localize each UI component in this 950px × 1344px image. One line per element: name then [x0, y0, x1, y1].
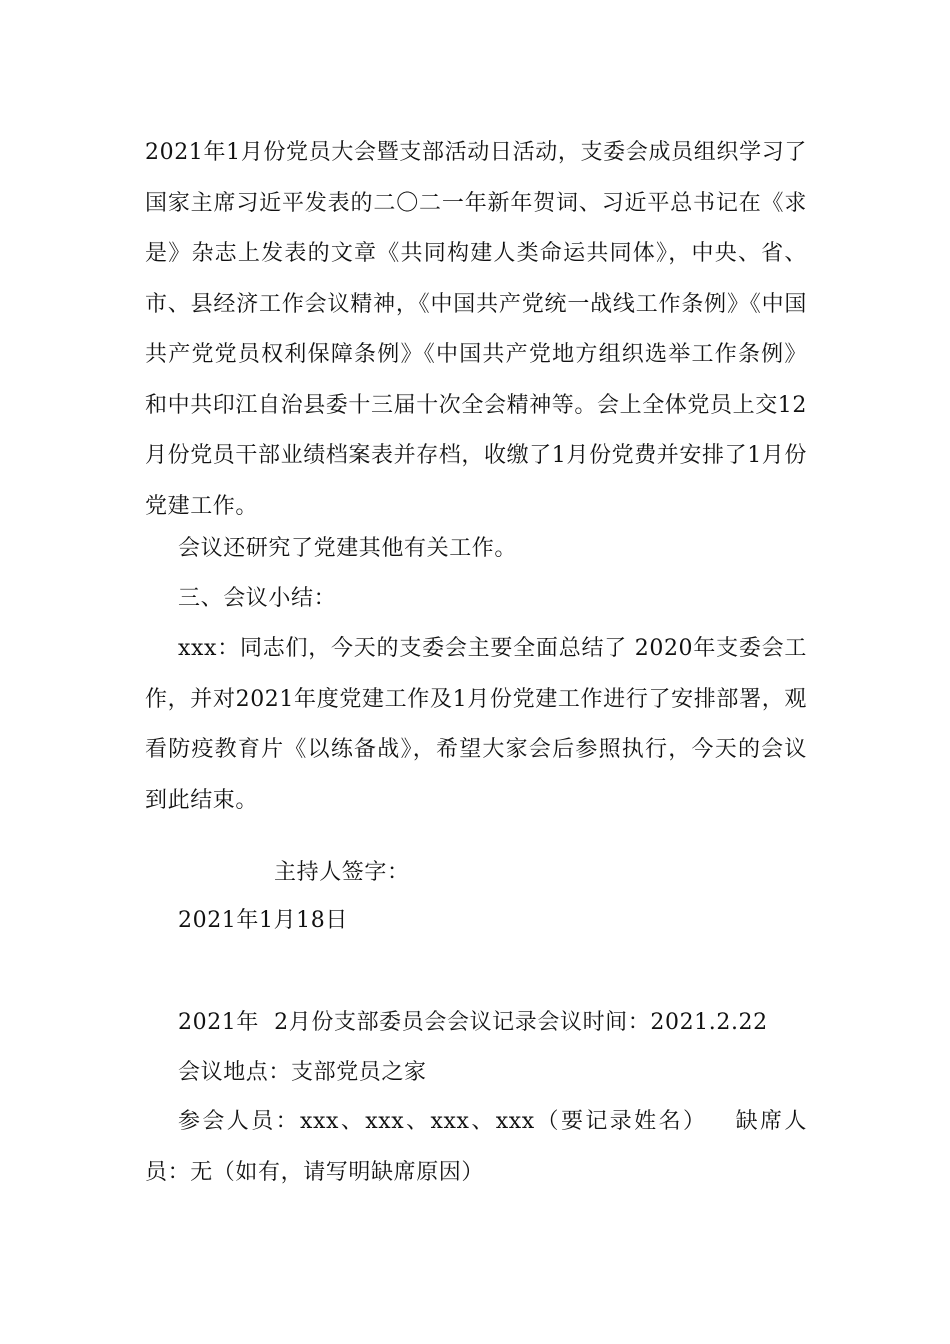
- paragraph-other-work: 会议还研究了党建其他有关工作。: [178, 536, 518, 561]
- paragraph-activity: 2021年1月份党员大会暨支部活动日活动，支委会成员组织学习了国家主席习近平发表的二〇二一年新年贺词、习近平总书记在《求是》杂志上发表的文章《共同构建人类命运共同体》，中央、省、市、县经济工作会议精神，《中国共产党统一战线工作条例》《中国共产党党员权利保障条例》《中国共产党地方组织选举工作条例》和中共印江自治县委十三届十次全会精神等。会上全体党员上交12月份党员干部业绩档案表并存档，收缴了1月份党费并安排了1月份党建工作。: [145, 140, 807, 519]
- meeting-location: 会议地点：支部党员之家: [178, 1060, 427, 1085]
- paragraph-summary: xxx：同志们，今天的支委会主要全面总结了 2020年支委会工作，并对2021年度党建工作及1月份党建工作进行了安排部署，观看防疫教育片《以练备战》，希望大家会后参照执行，今天的会议到此结束。: [145, 636, 807, 813]
- meeting-date: 2021年1月18日: [178, 908, 348, 933]
- heading-meeting-summary: 三、会议小结：: [178, 586, 337, 611]
- next-record-title: 2021年 2月份支部委员会会议记录会议时间：2021.2.22: [178, 1010, 768, 1035]
- host-signature-label: 主持人签字：: [274, 860, 410, 885]
- meeting-attendees: 参会人员：xxx、xxx、xxx、xxx（要记录姓名） 缺席人员：无（如有，请写明缺席原因）: [145, 1109, 807, 1185]
